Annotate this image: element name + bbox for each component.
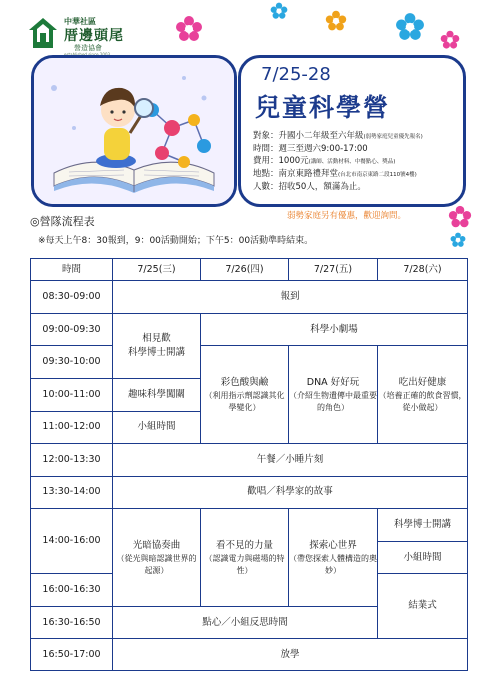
info-label: 對象： — [253, 131, 279, 141]
discount-notice: 弱勢家庭另有優惠，歡迎詢問。 — [287, 211, 407, 221]
time-cell: 10:00-11:00 — [31, 379, 113, 412]
flower-icon — [448, 205, 472, 229]
info-label: 時間： — [253, 144, 279, 154]
info-note: (台北市南京東路二段110號4樓) — [338, 172, 417, 178]
activity-desc: （介紹生物遺傳中最重要的角色） — [289, 390, 377, 412]
d1-quest-cell: 趣味科學闖關 — [113, 379, 201, 412]
org-name: 厝邊頭尾 — [64, 28, 124, 44]
activity-title: 看不見的力量 — [215, 539, 273, 551]
section-title: ◎營隊流程表 — [30, 215, 95, 228]
table-row — [31, 346, 468, 379]
header-time: 時間 — [31, 259, 113, 281]
info-capacity — [253, 181, 423, 193]
d3-afternoon-cell — [289, 509, 378, 607]
d4-morning-cell — [378, 346, 468, 444]
time-cell: 11:00-12:00 — [31, 411, 113, 444]
time-cell: 16:00-16:30 — [31, 574, 113, 607]
camp-title: 兒童科學營 — [255, 93, 391, 122]
time-cell: 08:30-09:00 — [31, 281, 113, 314]
flower-icon — [450, 232, 466, 248]
illustration-panel — [31, 55, 237, 207]
header-day3: 7/27(五) — [289, 259, 378, 281]
snack-cell: 點心／小組反思時間 — [113, 606, 378, 639]
science-theater-cell: 科學小劇場 — [201, 313, 468, 346]
flower-icon — [325, 10, 347, 32]
info-value: 升國小二年級至六年級 — [278, 131, 364, 141]
header-day2: 7/26(四) — [201, 259, 289, 281]
activity-title: DNA 好好玩 — [306, 376, 360, 388]
info-value: 招收50人，額滿為止。 — [278, 182, 366, 192]
info-note: (弱勢家庭兒童優先報名) — [363, 134, 423, 140]
activity-desc: （認識電力與磁場的特性） — [204, 553, 285, 575]
activity-title: 彩色酸與鹼 — [220, 376, 269, 388]
table-row — [31, 639, 468, 671]
table-header-row — [31, 259, 468, 281]
d4-group-cell: 小組時間 — [378, 541, 468, 574]
info-location — [253, 168, 423, 181]
time-cell: 09:30-10:00 — [31, 346, 113, 379]
flower-icon — [395, 12, 425, 42]
info-note: (講師、活動材料、中餐點心、獎品) — [308, 159, 396, 165]
time-cell: 16:50-17:00 — [31, 639, 113, 671]
table-row — [31, 281, 468, 314]
d1-afternoon-cell — [113, 509, 201, 607]
info-label: 地點： — [253, 169, 279, 179]
info-panel — [238, 55, 466, 207]
d4-closing-cell: 結業式 — [378, 574, 468, 639]
time-cell: 14:00-16:00 — [31, 509, 113, 574]
header-day4: 7/28(六) — [378, 259, 468, 281]
time-cell: 12:00-13:30 — [31, 444, 113, 477]
header-day1: 7/25(三) — [113, 259, 201, 281]
table-row — [31, 313, 468, 346]
dismiss-cell: 放學 — [113, 639, 468, 671]
schedule-table — [30, 258, 468, 671]
d1-morning-cell: 相見歡 科學博士開講 — [113, 313, 201, 378]
time-cell: 13:30-14:00 — [31, 476, 113, 509]
flower-icon — [440, 30, 460, 50]
d3-morning-cell — [289, 346, 378, 444]
lunch-cell: 午餐／小睡片刻 — [113, 444, 468, 477]
info-label: 費用： — [253, 156, 279, 166]
song-cell: 歡唱／科學家的故事 — [113, 476, 468, 509]
table-row — [31, 476, 468, 509]
schedule-note: ※每天上午8：30報到，9：00活動開始；下午5：00活動準時結束。 — [38, 236, 314, 246]
time-cell: 16:30-16:50 — [31, 606, 113, 639]
house-logo-icon — [28, 16, 58, 52]
camp-date: 7/25-28 — [261, 64, 331, 85]
d4-lecture-cell: 科學博士開講 — [378, 509, 468, 542]
org-line1: 中華社區 — [64, 17, 96, 26]
time-cell: 09:00-09:30 — [31, 313, 113, 346]
info-target — [253, 130, 423, 143]
info-value: 1000元 — [278, 156, 309, 166]
flower-icon — [175, 15, 203, 43]
activity-title: 光暗協奏曲 — [132, 539, 181, 551]
activity-desc: （從光與暗認識世界的起源） — [116, 553, 197, 575]
kid-reading-book-illustration — [34, 58, 234, 204]
d2-morning-cell — [201, 346, 289, 444]
activity-title: 吃出好健康 — [398, 376, 447, 388]
org-logo — [28, 16, 138, 60]
activity-desc: （帶您探索人體構造的奧妙） — [289, 553, 377, 575]
activity-desc: （培養正確的飲食習慣，從小做起） — [378, 390, 467, 412]
activity-title: 探索心世界 — [309, 539, 357, 551]
org-line3: 營造協會 — [74, 44, 102, 52]
flower-icon — [270, 2, 288, 20]
info-time — [253, 143, 423, 155]
checkin-cell: 報到 — [113, 281, 468, 314]
info-fee — [253, 155, 423, 168]
info-value: 週三至週六9:00-17:00 — [278, 144, 368, 154]
info-label: 人數： — [253, 182, 279, 192]
camp-info-list — [253, 130, 423, 193]
d1-group-cell: 小組時間 — [113, 411, 201, 444]
d2-afternoon-cell — [201, 509, 289, 607]
info-value: 南京東路禮拜堂 — [278, 169, 339, 179]
table-row — [31, 444, 468, 477]
camp-banner — [31, 55, 463, 205]
table-row — [31, 509, 468, 542]
activity-desc: （利用指示劑認識其化學變化） — [204, 390, 285, 412]
